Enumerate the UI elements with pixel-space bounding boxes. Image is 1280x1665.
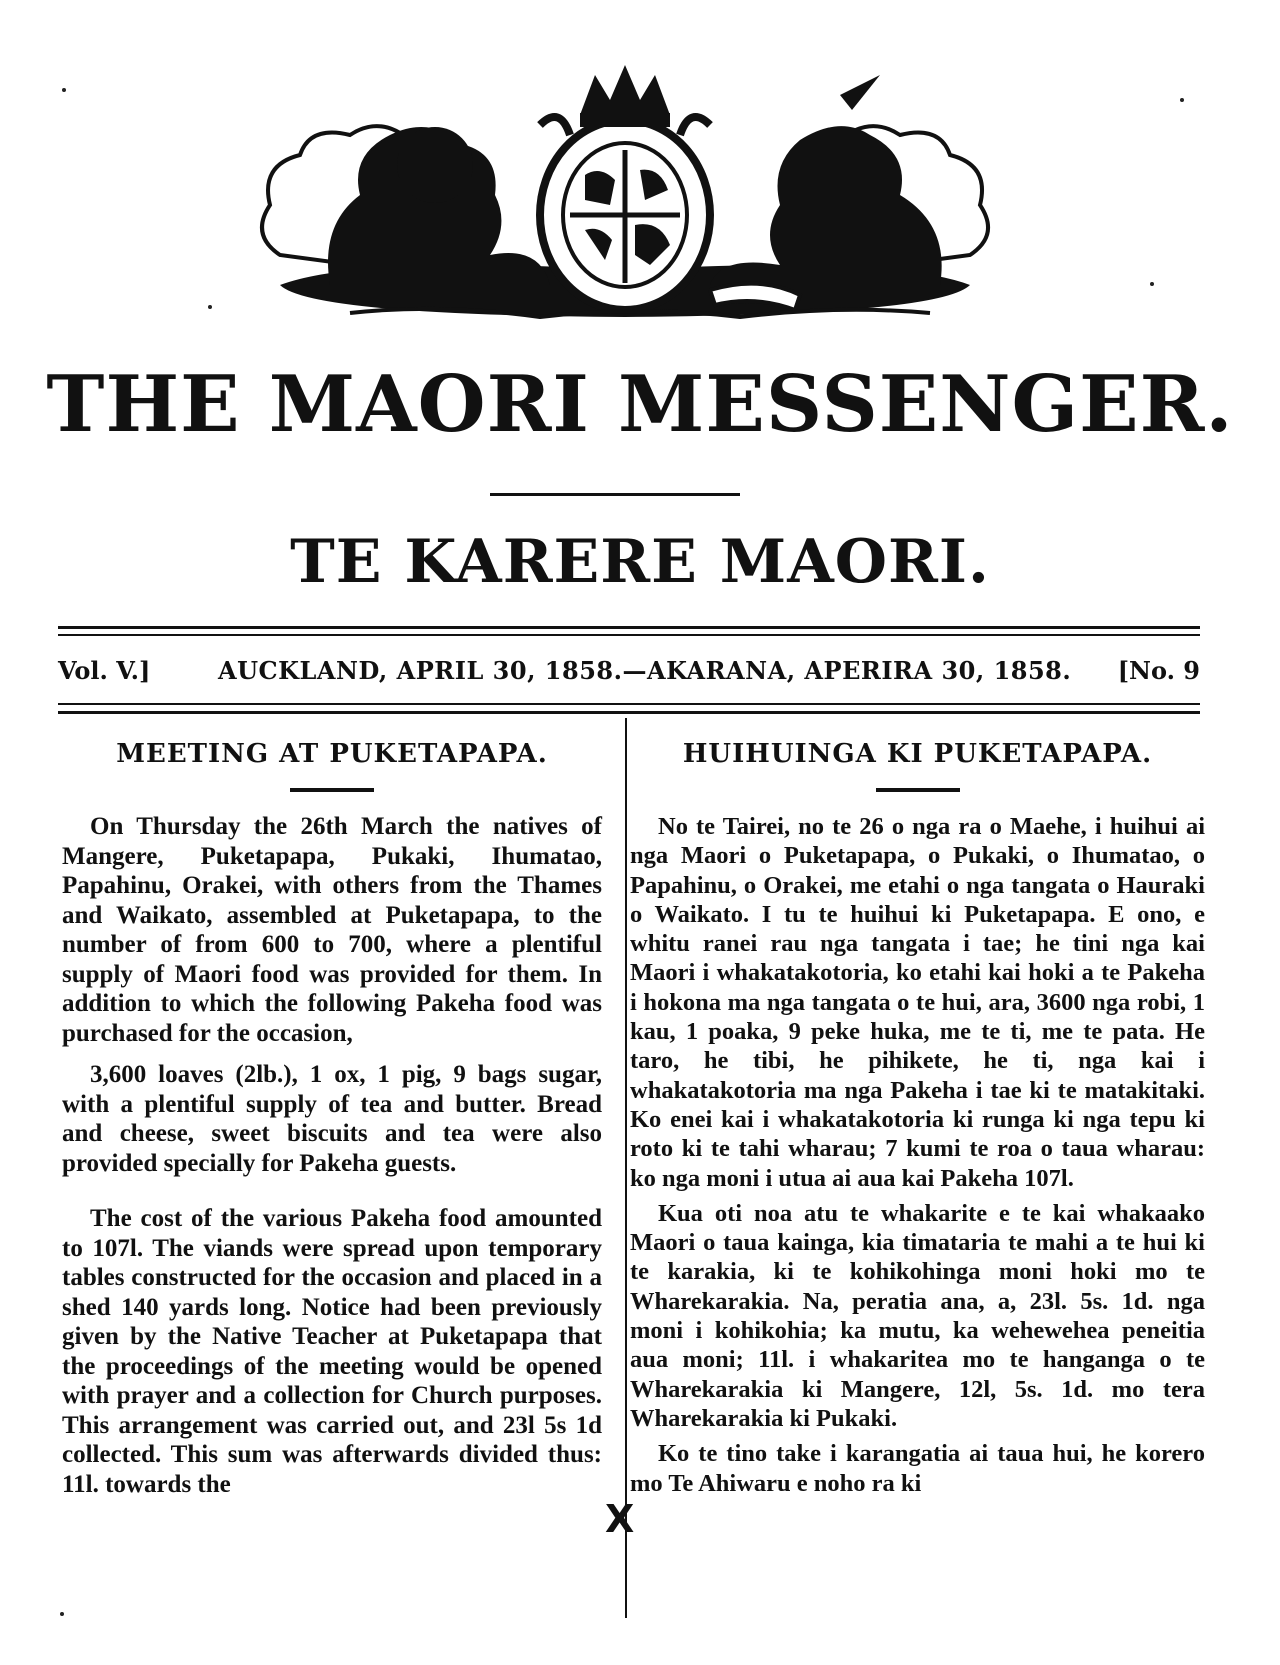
column-divider [625, 718, 627, 1618]
print-speck [1180, 98, 1184, 102]
royal-coat-of-arms-icon [240, 55, 1010, 345]
masthead-title: THE MAORI MESSENGER. [46, 359, 1234, 450]
english-column [62, 722, 602, 1511]
article-paragraph: Ko te tino take i karangatia ai taua hui, he korero mo Te Ahiwaru e noho ra ki [630, 1440, 1205, 1497]
print-speck [1150, 282, 1154, 286]
title-divider [490, 493, 740, 496]
print-speck [60, 1612, 64, 1616]
print-speck [62, 88, 66, 92]
masthead-rule [58, 711, 1200, 714]
article-paragraph: The cost of the various Pakeha food amounted to 107l. The viands were spread upon temporary tables constructed for the occasion and placed in a shed 140 yards long. Notice had been previously given by the Native Teacher at Puketapapa that the proceedings of the meeting would be opened with prayer and a collection for Church purposes. This arrangement was carried out, and 23l 5s 1d collected. This sum was afterwards divided thus: 11l. towards the [62, 1205, 602, 1498]
masthead-rule [58, 703, 1200, 705]
article-paragraph: On Thursday the 26th March the natives of Mangere, Puketapapa, Pukaki, Ihumatao, Papahinu, Orakei, with others from the Thames and Waikato, assembled at Puketapapa, to the number of from 600 to 700, where a plentiful supply of Maori food was provided for them. In addition to which the following Pakeha food was purchased for the occasion, [62, 813, 602, 1047]
masthead-subtitle: TE KARERE MAORI. [290, 527, 990, 597]
masthead-rule [58, 634, 1200, 636]
margin-mark: X [605, 1497, 635, 1541]
issue-number: [No. 9 [1117, 656, 1200, 685]
dateline-bar [58, 650, 1200, 696]
issue-date: AUCKLAND, APRIL 30, 1858.—AKARANA, APERIRA 30, 1858. [218, 656, 1072, 685]
volume-label: Vol. V.] [58, 656, 151, 685]
headline-rule [876, 788, 960, 792]
maori-column [630, 722, 1205, 1504]
article-paragraph: Kua oti noa atu te whakarite e te kai whakaako Maori o taua kainga, kia timataria te mahi a te hui ki te karakia, ki te kohikohinga moni hoki mo te Wharekarakia. Na, peratia ana, a, 23l. 5s. 1d. nga moni i kohikohia; ka mutu, ka wehewehea peneitia aua moni; 11l. i whakaritea mo te hanganga o te Wharekarakia ki Mangere, 12l, 5s. 1d. mo tera Wharekarakia ki Pukaki. [630, 1199, 1205, 1432]
headline-rule [290, 788, 374, 792]
article-paragraph: 3,600 loaves (2lb.), 1 ox, 1 pig, 9 bags sugar, with a plentiful supply of tea and butter. Bread and cheese, sweet biscuits and tea were also provided specially for Pakeha guests. [62, 1061, 602, 1177]
article-paragraph: No te Tairei, no te 26 o nga ra o Maehe, i huihui ai nga Maori o Puketapapa, o Pukaki, o Ihumatao, o Papahinu, o Orakei, me etahi o nga tangata o Hauraki o Waikato. I tu te huihui ki Puketapapa. E ono, e whitu ranei rau nga tangata i tae; he tini nga kai Maori i whakatakotoria, ko etahi kai hoki a te Pakeha i hokona ma nga tangata o te hui, ara, 3600 nga robi, 1 kau, 1 poaka, 9 peke huka, me te ti, me te pata. He taro, he tibi, he pihikete, he ti, nga kai i whakatakotoria ma nga Pakeha i tae ki te matakitaki. Ko enei kai i whakatakotoria ki runga ki nga tepu ki roto ki te tahi wharau; 7 kumi te roa o taua wharau: ko nga moni i utua ai aua kai Pakeha 107l. [630, 813, 1205, 1192]
article-headline: HUIHUINGA KI PUKETAPAPA. [682, 739, 1153, 769]
masthead-rule [58, 626, 1200, 629]
article-headline: MEETING AT PUKETAPAPA. [116, 739, 548, 769]
print-speck [208, 305, 212, 309]
